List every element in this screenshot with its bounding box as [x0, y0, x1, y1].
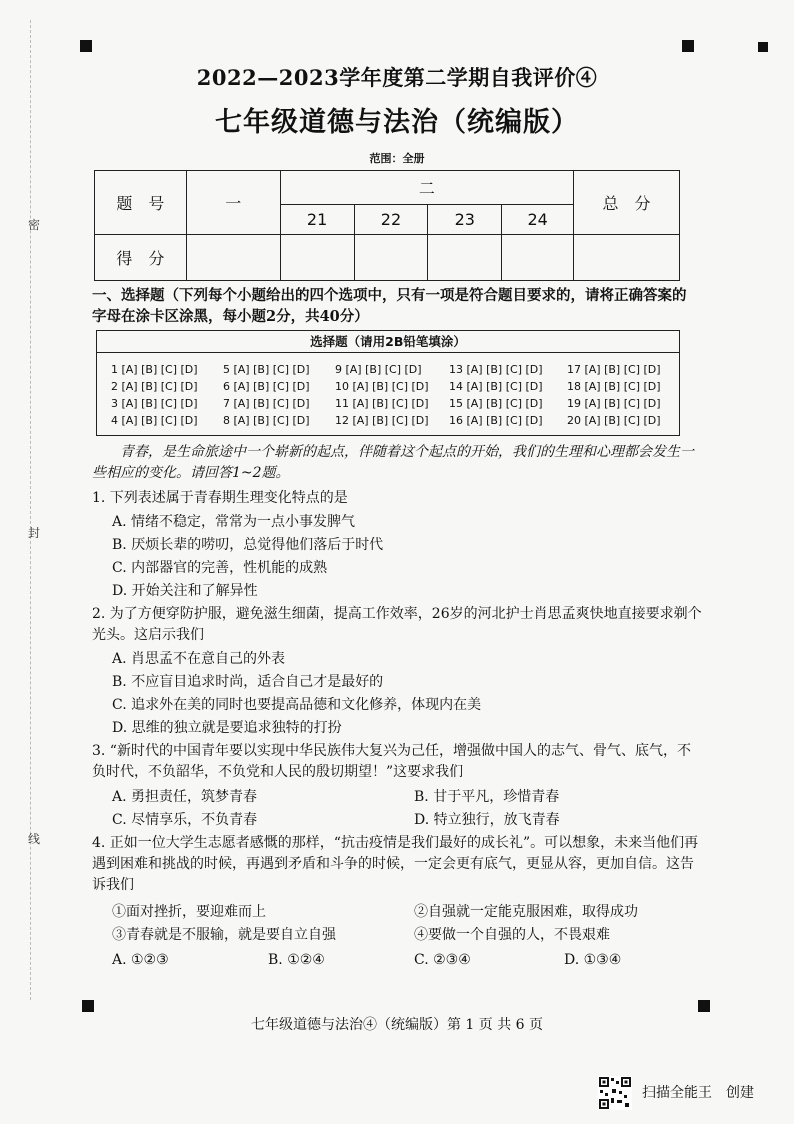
exam-range: 范围：全册 — [369, 152, 425, 165]
bubble-row[interactable]: 13 [A] [B] [C] [D] — [449, 363, 543, 376]
bubble-row[interactable]: 11 [A] [B] [C] [D] — [335, 397, 429, 410]
question-4-statement-4: ④要做一个自强的人，不畏艰难 — [414, 927, 610, 943]
exam-subtitle: 七年级道德与法治（统编版） — [215, 107, 579, 138]
header-q24: 24 — [502, 205, 574, 235]
bubble-row[interactable]: 12 [A] [B] [C] [D] — [335, 414, 429, 427]
question-1-option-a: A. 情绪不稳定，常常为一点小事发脾气 — [112, 514, 356, 530]
bubble-row[interactable]: 17 [A] [B] [C] [D] — [567, 363, 661, 376]
bubble-row[interactable]: 9 [A] [B] [C] [D] — [335, 363, 422, 376]
score-cell-q22[interactable] — [354, 235, 428, 281]
question-4-stem: 4. 正如一位大学生志愿者感慨的那样，“抗击疫情是我们最好的成长礼”。可以想象，未来当他们再遇到困难和挑战的时候，再遇到矛盾和斗争的时候，一定会更有底气，更显从容，更加自信。这告诉我们 — [92, 835, 699, 893]
question-3-option-d: D. 特立独行，放飞青春 — [414, 812, 560, 828]
bubble-row[interactable]: 2 [A] [B] [C] [D] — [111, 380, 198, 393]
seal-char-2: 封 — [28, 526, 41, 540]
question-3-option-a: A. 勇担责任，筑梦青春 — [112, 789, 258, 805]
score-cell-q24[interactable] — [502, 235, 574, 281]
bubble-row[interactable]: 10 [A] [B] [C] [D] — [335, 380, 429, 393]
qr-code-icon — [598, 1076, 632, 1110]
question-4-statement-2: ②自强就一定能克服困难，取得成功 — [414, 904, 638, 920]
question-2-option-a: A. 肖思孟不在意自己的外表 — [112, 651, 286, 667]
question-2-option-d: D. 思维的独立就是要追求独特的打扮 — [112, 720, 342, 736]
header-part-1: 一 — [186, 171, 280, 235]
answer-sheet-title: 选择题（请用2B铅笔填涂） — [97, 331, 679, 353]
question-3-stem: 3. “新时代的中国青年要以实现中华民族伟大复兴为己任，增强做中国人的志气、骨气、底气，不负时代，不负韶华，不负党和人民的殷切期望！”这要求我们 — [92, 743, 691, 780]
bubble-row[interactable]: 6 [A] [B] [C] [D] — [223, 380, 310, 393]
page-footer: 七年级道德与法治④（统编版）第 1 页 共 6 页 — [250, 1017, 544, 1033]
bubble-row[interactable]: 8 [A] [B] [C] [D] — [223, 414, 310, 427]
question-4-option-d: D. ①③④ — [564, 952, 622, 968]
bubble-row[interactable]: 7 [A] [B] [C] [D] — [223, 397, 310, 410]
alignment-mark-top-left — [80, 40, 92, 52]
alignment-mark-top-far-right — [758, 42, 768, 52]
bubble-row[interactable]: 5 [A] [B] [C] [D] — [223, 363, 310, 376]
score-cell-q23[interactable] — [428, 235, 502, 281]
alignment-mark-bottom-left — [82, 1000, 94, 1012]
bubble-row[interactable]: 19 [A] [B] [C] [D] — [567, 397, 661, 410]
header-q21: 21 — [280, 205, 354, 235]
answer-sheet — [96, 330, 680, 436]
question-1-option-d: D. 开始关注和了解异性 — [112, 583, 258, 599]
question-3-option-c: C. 尽情享乐，不负青春 — [112, 812, 258, 828]
bubble-row[interactable]: 4 [A] [B] [C] [D] — [111, 414, 198, 427]
label-score: 得 分 — [95, 235, 187, 281]
intro-passage: 青春，是生命旅途中一个崭新的起点，伴随着这个起点的开始，我们的生理和心理都会发生一些相应的变化。请回答1~2题。 — [92, 444, 694, 481]
question-4-option-a: A. ①②③ — [112, 952, 169, 968]
bubble-row[interactable]: 1 [A] [B] [C] [D] — [111, 363, 198, 376]
header-part-2: 二 — [280, 171, 573, 205]
question-1-option-b: B. 厌烦长辈的唠叨，总觉得他们落后于时代 — [112, 537, 384, 553]
answer-bubbles — [97, 353, 679, 433]
header-q23: 23 — [428, 205, 502, 235]
bubble-column-5 — [567, 361, 661, 429]
question-1-option-c: C. 内部器官的完善，性机能的成熟 — [112, 560, 328, 576]
question-3-option-b: B. 甘于平凡，珍惜青春 — [414, 789, 560, 805]
alignment-mark-top-right — [682, 40, 694, 52]
header-q22: 22 — [354, 205, 428, 235]
bubble-column-1 — [111, 361, 198, 429]
question-2-option-c: C. 追求外在美的同时也要提高品德和文化修养，体现内在美 — [112, 697, 482, 713]
bubble-row[interactable]: 3 [A] [B] [C] [D] — [111, 397, 198, 410]
seal-char-1: 密 — [28, 218, 41, 232]
exam-title: 2022—2023学年度第二学期自我评价④ — [196, 65, 598, 90]
question-4-option-b: B. ①②④ — [268, 952, 325, 968]
bubble-row[interactable]: 16 [A] [B] [C] [D] — [449, 414, 543, 427]
bubble-column-3 — [335, 361, 429, 429]
bubble-row[interactable]: 20 [A] [B] [C] [D] — [567, 414, 661, 427]
question-1-stem: 1. 下列表述属于青春期生理变化特点的是 — [92, 490, 348, 506]
seal-line — [30, 20, 31, 1000]
bubble-column-2 — [223, 361, 310, 429]
question-2-option-b: B. 不应盲目追求时尚，适合自己才是最好的 — [112, 674, 384, 690]
alignment-mark-bottom-right — [698, 1000, 710, 1012]
bubble-row[interactable]: 18 [A] [B] [C] [D] — [567, 380, 661, 393]
question-2-stem: 2. 为了方便穿防护服，避免滋生细菌，提高工作效率，26岁的河北护士肖思孟爽快地直接要求剃个光头。这启示我们 — [92, 606, 702, 643]
score-table — [94, 170, 680, 281]
seal-char-3: 线 — [28, 832, 41, 846]
bubble-row[interactable]: 14 [A] [B] [C] [D] — [449, 380, 543, 393]
question-4-statement-3: ③青春就是不服输，就是要自立自强 — [112, 927, 336, 943]
question-4-statement-1: ①面对挫折，要迎难而上 — [112, 904, 266, 920]
question-4-option-c: C. ②③④ — [414, 952, 471, 968]
label-question-number: 题 号 — [95, 171, 187, 235]
score-cell-total[interactable] — [574, 235, 680, 281]
section-1-heading: 一、选择题（下列每个小题给出的四个选项中，只有一项是符合题目要求的，请将正确答案的字母在涂卡区涂黑，每小题2分，共40分） — [92, 287, 687, 325]
bubble-column-4 — [449, 361, 543, 429]
header-total: 总 分 — [574, 171, 680, 235]
bubble-row[interactable]: 15 [A] [B] [C] [D] — [449, 397, 543, 410]
score-cell-q21[interactable] — [280, 235, 354, 281]
score-cell-part-1[interactable] — [186, 235, 280, 281]
scanner-watermark: 扫描全能王 创建 — [642, 1085, 754, 1101]
